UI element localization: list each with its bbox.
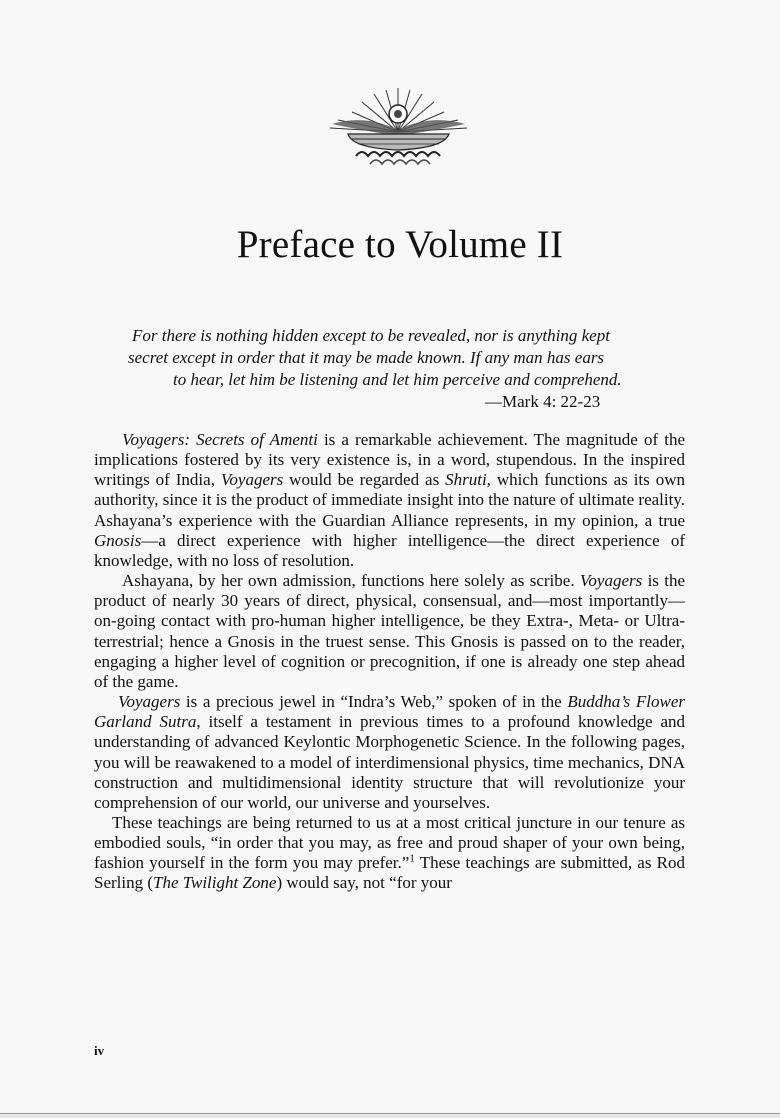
- text-run: ) would say, not “for your: [276, 873, 452, 893]
- book-title: Voyagers: Secrets of Amenti: [122, 430, 318, 449]
- page-title: Preface to Volume II: [236, 223, 564, 266]
- text-run: , itself a testament in previous times to a profound knowledge and understanding of advanced Keylontic Morphogenetic Science. In the following pages, you will be reawakened to a model of interdimensional physics, time mechanics, DNA construction and multidimensional identity structure that will revolutionize your comprehension of our world, our universe and yourselves.: [94, 712, 685, 812]
- paragraph: [94, 813, 685, 894]
- page-number: iv: [94, 1043, 105, 1058]
- book-title: Buddha’s Flower Garland Sutra: [94, 692, 686, 732]
- text-run: is a precious jewel in “Indra’s Web,” spoken of in the: [180, 692, 568, 712]
- text-run: is a remarkable achievement. The magnitude of the implications fostered by its very existence is, in a word, stupendous. In the inspired writings of India,: [94, 430, 686, 490]
- text-run: These teachings are being returned to us at a most critical juncture in our tenure as embodied souls, “in order that you may, as free and proud shaper of your own being, fashion yourself in the form you may prefer.”: [94, 812, 685, 873]
- paragraph: [94, 430, 685, 571]
- paragraph: [94, 571, 685, 692]
- text-run: —a direct experience with higher intelligence—the direct experience of knowledge, with no loss of resolution.: [94, 530, 685, 570]
- show-title: The Twilight Zone: [153, 873, 277, 893]
- epigraph: [120, 325, 680, 413]
- text-run: which functions as its own authority, since it is the product of immediate insight into the nature of ultimate reality. Ashayana’s experience with the Guardian Alliance represents, in my opinion, a true: [94, 470, 685, 530]
- term: Gnosis: [94, 530, 142, 550]
- paragraph: [94, 692, 685, 813]
- footnote-marker: 1: [409, 852, 415, 865]
- text-run: Ashayana, by her own admission, functions here solely as scribe.: [122, 571, 580, 591]
- epigraph-line: For there is nothing hidden except to be revealed, nor is anything kept: [132, 326, 610, 345]
- epigraph-line: to hear, let him be listening and let him perceive and comprehend.: [173, 370, 622, 389]
- epigraph-line: secret except in order that it may be made known. If any man has ears: [128, 348, 605, 367]
- page-bottom-edge: [0, 1113, 780, 1118]
- book-title: Voyagers: [579, 571, 643, 591]
- ornament-emblem: [326, 84, 471, 170]
- text-run: is the product of nearly 30 years of direct, physical, consensual, and—most importantly—on-going contact with pro-human higher intelligence, be they Extra-, Meta- or Ultra-terrestrial; hence a Gnosis in the truest sense. This Gnosis is passed on to the reader, engaging a higher level of cognition or precognition, if one is already one step ahead of the game.: [94, 571, 686, 691]
- term: Shruti,: [445, 470, 491, 490]
- body-text: [94, 430, 685, 894]
- text-run: These teachings are submitted, as Rod Serling (: [94, 853, 685, 893]
- epigraph-attribution: —Mark 4: 22-23: [485, 392, 601, 411]
- text-run: would be regarded as: [283, 470, 446, 490]
- book-title: Voyagers: [220, 470, 284, 490]
- book-title: Voyagers: [118, 692, 181, 712]
